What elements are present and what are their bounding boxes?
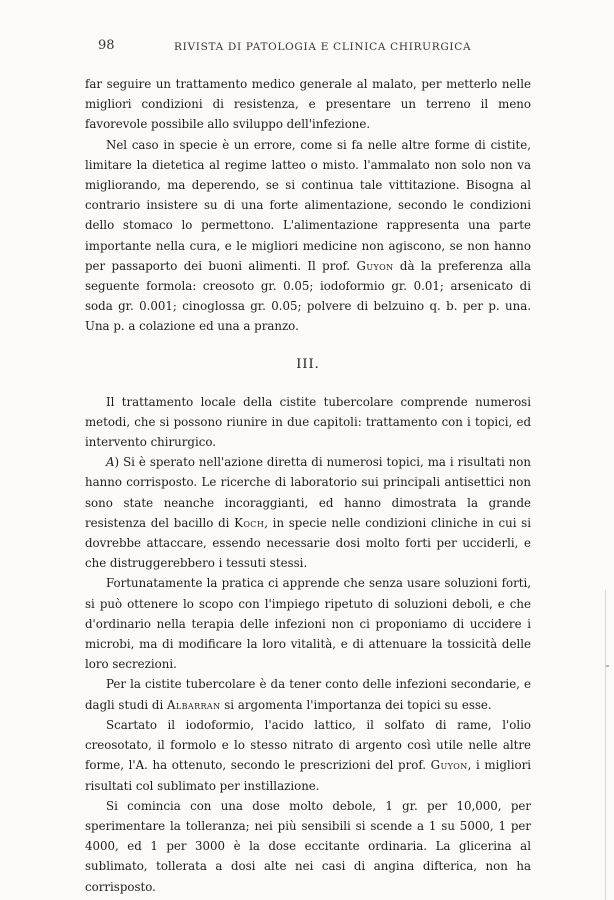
paragraph [85, 392, 531, 453]
paragraph-text: dà la preferenza alla seguente formola: creosoto gr. 0.05; iodoformio gr. 0.01; arsenicato di soda gr. 0.001; cinoglossa gr. 0.05; polvere di belzuino q. b. per p. una. Una p. a colazione ed una a pranzo. [85, 258, 531, 334]
paragraph [85, 573, 531, 674]
paragraph-text: , i migliori risultati col sublimato per instillazione. [85, 758, 531, 793]
paragraph-text: Fortunatamente la pratica ci apprende che senza usare soluzioni forti, si può ottenere lo scopo con l'impiego ripetuto di soluzioni deboli, e che d'ordinario nella terapia delle infezioni non ci proponiamo di uccidere i microbi, ma di modificare la loro vitalità, e di attenuare la tossicità delle loro secrezioni. [85, 576, 531, 672]
paragraph-text: Nel caso in specie è un errore, come si fa nelle altre forme di cistite, limitare la dietetica al regime latteo o misto. l'ammalato non solo non va migliorando, ma deperendo, se si continua tale vittitazione. Bisogna al contrario insistere su di una forte alimentazione, secondo le condizioni dello stomaco lo permettono. L'alimentazione rappresenta una parte importante nella cura, e le migliori medicine non agiscono, se non hanno per passaporto dei buoni alimenti. Il prof. [85, 137, 531, 273]
paragraph-text: Per la cistite tubercolare è da tener conto delle infezioni secondarie, e dagli studi di [85, 677, 531, 712]
paragraph-text: Il trattamento locale della cistite tubercolare comprende numerosi metodi, che si possono riunire in due capitoli: trattamento con i topici, ed intervento chirurgico. [85, 394, 531, 450]
paragraph-text: ) Si è sperato nell'azione diretta di numerosi topici, ma i risultati non hanno corrisposto. Le ricerche di laboratorio sui principali antisettici non sono state neanche incoraggianti, ed hanno dimostrata la grande resistenza del bacillo di [85, 455, 531, 530]
paragraph [85, 796, 531, 897]
author-name: Guyon [356, 258, 394, 273]
paragraph-text: far seguire un trattamento medico generale al malato, per metterlo nelle migliori condizioni di resistenza, e presentare un terreno il meno favorevole possibile allo sviluppo dell'infezione. [85, 77, 531, 132]
paragraph [85, 74, 531, 135]
running-title: RIVISTA DI PATOLOGIA E CLINICA CHIRURGICA [174, 41, 472, 53]
paragraph-text: si argomenta l'importanza dei topici su esse. [220, 697, 492, 712]
paragraph [85, 135, 531, 337]
paragraph [85, 452, 531, 573]
author-name: Albarran [166, 697, 221, 712]
scan-edge-mark [606, 665, 609, 667]
paragraph-text: , in specie nelle condizioni cliniche in cui si dovrebbe attaccare, essendo necessarie dosi molto forti per ucciderli, e che distruggerebbero i tessuti stessi. [85, 515, 531, 571]
section-heading: III. [296, 356, 320, 372]
page-number: 98 [98, 38, 115, 53]
author-name: Koch [234, 515, 265, 530]
paragraph [85, 715, 531, 796]
scan-edge-line [605, 590, 606, 900]
author-name: Guyon [430, 758, 468, 773]
page-body [85, 74, 531, 897]
paragraph-text: Si comincia con una dose molto debole, 1 gr. per 10,000, per sperimentare la tolleranza; nei più sensibili si scende a 1 su 5000, 1 per 4000, ed 1 per 3000 è la dose eccitante ordinaria. La glicerina al sublimato, tollerata a dosi alte nei casi di angina difterica, non ha corrisposto. [85, 798, 531, 894]
paragraph [85, 674, 531, 714]
list-marker: A [106, 455, 115, 470]
paragraph-text: Scartato il iodoformio, l'acido lattico, il solfato di rame, l'olio creosotato, il formolo e lo stesso nitrato di argento così utile nelle altre forme, l'A. ha ottenuto, secondo le prescrizioni del prof. [85, 717, 531, 773]
